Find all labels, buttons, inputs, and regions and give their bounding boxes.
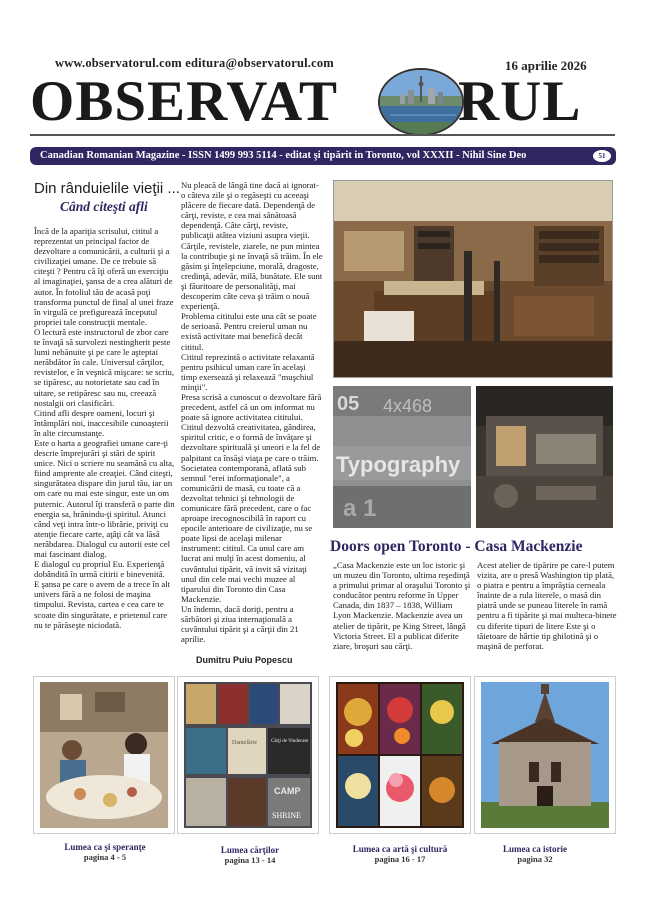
paragraph: E dialogul cu propriul Eu. Experienţă dobândită în urmă citirii e binevenită. bbox=[34, 559, 165, 580]
contact-line: www.observatorul.com editura@observatorul.com bbox=[55, 56, 334, 70]
svg-text:05: 05 bbox=[337, 393, 360, 415]
printing-press-photo bbox=[476, 386, 613, 528]
article-column-2 bbox=[181, 180, 323, 644]
issue-badge: 51 bbox=[592, 149, 612, 163]
svg-text:a 1: a 1 bbox=[343, 495, 377, 522]
caption-lumea-arta[interactable] bbox=[340, 844, 460, 864]
caption-lumea-istorie[interactable] bbox=[495, 844, 575, 864]
caption-pages: pagina 13 - 14 bbox=[224, 855, 276, 865]
subtitle-banner: Canadian Romanian Magazine - ISSN 1499 993 5114 - editat şi tipărit in Toronto, vol XXXII - Nihil Sine Deo bbox=[30, 147, 616, 165]
typography-word: Typography bbox=[336, 452, 461, 477]
caption-pages: pagina 32 bbox=[517, 854, 553, 864]
article-column-1 bbox=[34, 226, 176, 630]
masthead-left: OBSERVAT bbox=[30, 70, 339, 133]
caption-lumea-sperante[interactable] bbox=[35, 842, 175, 862]
paragraph: Cititul reprezintă o activitate relaxantă pentru psihicul uman care în acelaşi timp exersează şi relaxează "muşchiul minţii". bbox=[181, 351, 315, 392]
paragraph: Cititul dezvoltă creativitatea, gândirea, spiritul critic, e o formă de învăţare şi dezvoltare spirituală şi uneori e la fel de palpitant ca însăşi viaţa pe care o trăim. bbox=[181, 422, 321, 463]
article-subtitle: Când citeşti afli bbox=[60, 199, 148, 214]
paragraph: Încă de la apariţia scrisului, cititul a reprezentat un principal factor de dezvoltare a comunicării, a culturii şi a civilizaţiei umane. De ce trebuie să citeşti ? Pentru că îţi oferă un exerciţiu al imaginaţiei, şansa de a crea alături de autor. În fotoliul tău de acasă poţi transforma punctul de final al unei fraze în virgulă ce prefigurează începutul propriei tale construcţii mentale. bbox=[34, 226, 174, 327]
doors-column-2: Acest atelier de tipărire pe care-l putem vizita, are o presă Washington tip plată, o piatra e pentru a împrăştia cerneala înainte de a rula literele, o masă din piatră unde se puneau literele în ramă pentru a fi tipărite şi mai multeca-binete cu diferite tipuri de litere Este şi o tăietoare de hârtie tip ghilotină şi o maşină de perforat. bbox=[477, 560, 617, 651]
article-title: Din rânduielile vieţii ... bbox=[34, 180, 180, 197]
typography-photo bbox=[333, 386, 471, 528]
caption-title: Lumea ca artă şi cultură bbox=[352, 844, 448, 854]
thumb-lumea-istorie[interactable] bbox=[474, 676, 616, 834]
caption-title: Lumea cărţilor bbox=[220, 845, 280, 855]
thumb-lumea-arta[interactable] bbox=[329, 676, 471, 834]
svg-text:4x468: 4x468 bbox=[383, 396, 433, 416]
paragraph: Presa scrisă a cunoscut o dezvoltare fără precedent, astfel că un om informat nu poate să ignore activitatea cititului. bbox=[181, 391, 322, 423]
book-title: Cărţi de Vindecare bbox=[271, 739, 309, 744]
paragraph: Un îndemn, dacă doriţi, pentru a sărbători şi ziua internaţională a cuvântului tipărit şi a cărţii din 21 aprilie. bbox=[181, 603, 299, 645]
paragraph: Problema cititului este una cât se poate de serioasă. Pentru creierul uman nu există activitate mai benefică decât cititul. bbox=[181, 311, 317, 352]
article-author: Dumitru Puiu Popescu bbox=[196, 655, 293, 665]
caption-title: Lumea ca şi speranţe bbox=[64, 842, 146, 852]
paragraph: E şansa pe care o avem de a trece în alt univers fără a ne folosi de maşina timpului. Revista, cartea e cea care te scoate din singurătate, e prietenul care nu te părăseşte niciodată. bbox=[34, 579, 171, 630]
paragraph: Nu pleacă de lângă tine dacă ai ignorat-o câteva zile şi o regăseşti cu aceeaşi plăcere de fiecare dată. Dependenţă de cărţi, reviste, e cea mai sănătoasă dependenţă. Câte cărţi, reviste, publicaţii atâtea viziuni asupra vieţii. Cărţile, revistele, ziarele, ne pun mintea la contribuţie şi ne învaţă să trăim. În ele găsim şi înţelepciune, morală, dragoste, credinţă, adevăr, milă, bunătate. Ele sunt şi făuritoare de personalităţi, mai descoperim câte ceva şi trăim o nouă experienţă. bbox=[181, 180, 323, 312]
paragraph: O lectură este instructorul de zbor care te învaţă să survolezi nestingherit peste lumi nebănuite şi pe care le aşteptai nerăbdător în cale. Universul cărţilor, revistelor, e în veşnică mişcare: se scriu, se tipăresc, au notorietate sau cad în uitare, se retipăresc sau nu, creează nostalgii ori clasificări. bbox=[34, 326, 175, 408]
masthead-skyline-image bbox=[378, 68, 464, 136]
paragraph: Citind afli despre oameni, locuri şi întâmplări noi, inaccesibile cunoaşterii în alte circumstanţe. bbox=[34, 407, 169, 438]
masthead-rule bbox=[30, 134, 615, 136]
doors-column-1: „Casa Mackenzie este un loc istoric şi un muzeu din Toronto, ultima reşedinţă a primului primar al oraşului Toronto şi conducător pentru reforme în Upper Canada, din 1837 – 1838, William Lyon Mackenzie. Mackenzie avea un atelier de tipărit, pe King Street, lângă Victoria Street. El a publicat diferite ziare, broşuri sau cărţi. bbox=[333, 560, 471, 651]
print-shop-photo bbox=[333, 180, 613, 378]
masthead-right: RUL bbox=[458, 70, 582, 133]
paragraph: Societatea contemporană, aflată sub semnul "erei informaţionale", a comunicării de masă, cu toate că a dezvoltat tehnici şi tehnologii de comunicare fără precedent, care o fac aproape irecognoscibilă în raport cu epocile anterioare de civilizaţie, nu se poate lipsi de acelaşi milenar instrument: cititul. Ca unul care am lucrat ani mulţi în acest domeniu, al cuvântului tipărit, vă invit să vizitaţi unul din cele mai vechi muzee al tiparului din Toronto din Casa Mackenzie. bbox=[181, 462, 313, 604]
thumb-lumea-sperante[interactable] bbox=[33, 676, 175, 834]
caption-lumea-cartilor[interactable] bbox=[210, 845, 290, 865]
doors-open-title: Doors open Toronto - Casa Mackenzie bbox=[330, 538, 583, 555]
book-title: CAMP bbox=[274, 786, 301, 796]
caption-pages: pagina 16 - 17 bbox=[374, 854, 426, 864]
book-title: Dantelărie bbox=[232, 740, 257, 746]
caption-title: Lumea ca istorie bbox=[503, 844, 567, 854]
issue-date: 16 aprilie 2026 bbox=[505, 58, 587, 73]
paragraph: Este o harta a geografiei umane care-ţi descrie împrejurări şi stări de spirit unice. Nici o scriere nu seamănă cu alta, fiind amprente ale creaţiei. Când citeşti, singurătatea dispare din jurul tău, iar un om care nu mai este singur, este un om puternic. Autorul îţi transferă o parte din energia sa, hrănindu-ţi spiritul. Atunci când veţi intra într-o librărie, priviţi cu atenţie fiecare carte, aţâţi cât va lăsă nerăbdarea. Dialogul cu autorii este cel mai fascinant dialog. bbox=[34, 437, 175, 559]
thumb-lumea-cartilor[interactable] bbox=[177, 676, 319, 834]
caption-pages: pagina 4 - 5 bbox=[83, 852, 127, 862]
book-title: SHRINE bbox=[272, 811, 301, 820]
